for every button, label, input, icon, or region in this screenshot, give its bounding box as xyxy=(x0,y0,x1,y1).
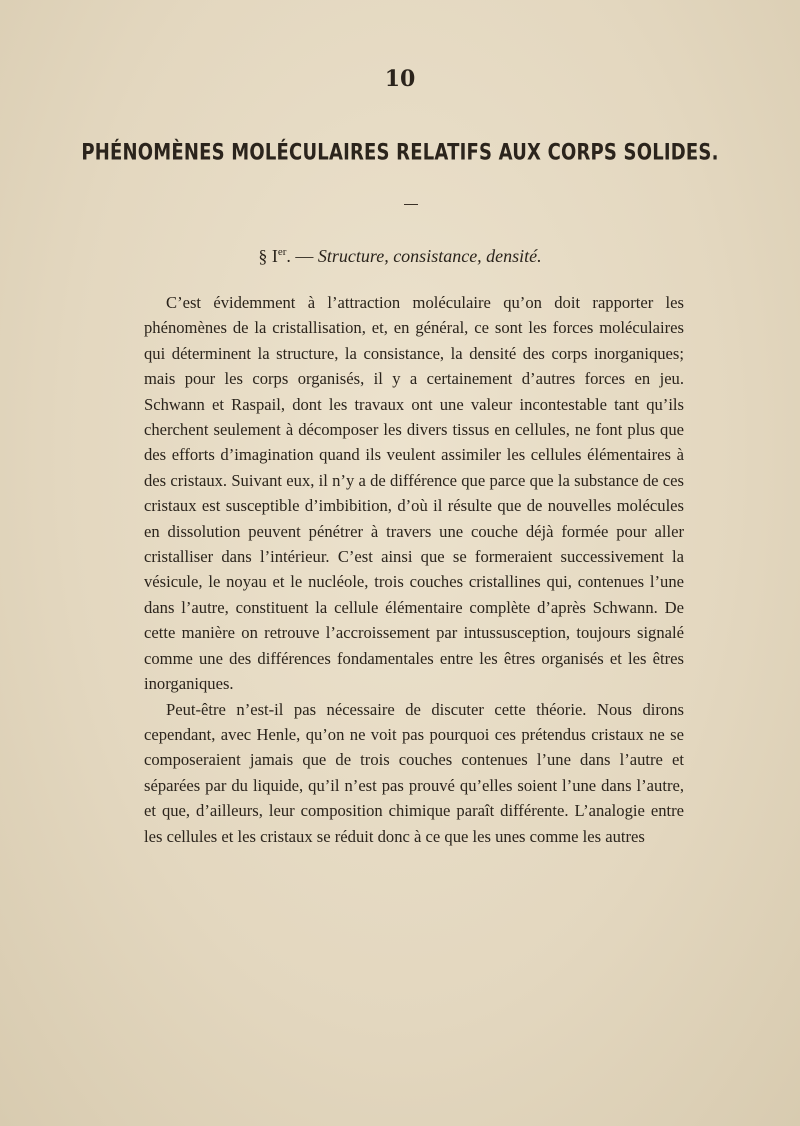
page-number: 10 xyxy=(384,66,416,92)
separator-rule xyxy=(404,204,418,205)
section-heading xyxy=(0,246,800,267)
chapter-title: PHÉNOMÈNES MOLÉCULAIRES RELATIFS AUX CORPS SOLIDES. xyxy=(81,139,719,166)
section-superscript: er xyxy=(277,246,287,258)
paragraph: C’est évidemment à l’attraction moléculaire qu’on doit rapporter les phénomènes de la cristallisation, et, en général, ce sont les forces moléculaires qui déterminent la structure, la consistance, la densité des corps inorganiques; mais pour les corps organisés, il y a certainement d’autres forces en jeu. Schwann et Raspail, dont les travaux ont une valeur incontestable tant qu’ils cherchent seulement à décomposer les divers tissus en cellules, ne font plus que des efforts d’imagination quand ils veulent assimiler les cellules élémentaires à des cristaux. Suivant eux, il n’y a de différence que parce que la substance de ces cristaux est susceptible d’imbibition, d’où il résulte que de nouvelles molécules en dissolution peuvent pénétrer à travers une couche déjà formée pour aller cristalliser dans l’intérieur. C’est ainsi que se formeraient successivement la vésicule, le noyau et le nucléole, trois couches cristallines qui, contenues l’une dans l’autre, constituent la cellule élémentaire complète d’après Schwann. De cette manière on retrouve l’accroissement par intussusception, toujours signalé comme une des différences fondamentales entre les êtres organisés et les êtres inorganiques. xyxy=(144,293,684,694)
paragraph: Peut-être n’est-il pas nécessaire de discuter cette théorie. Nous dirons cependant, avec Henle, qu’on ne voit pas pourquoi ces prétendus cristaux ne se composeraient jamais que de trois couches contenues l’une dans l’autre et séparées par du liquide, qu’il n’est pas prouvé qu’elles soient l’une dans l’autre, et que, d’ailleurs, leur composition chimique paraît différente. L’analogie entre les cellules et les cristaux se réduit donc à ce que les unes comme les autres xyxy=(144,699,684,846)
body-text xyxy=(144,290,684,849)
section-prefix: § I xyxy=(258,246,278,266)
section-title: Structure, consistance, densité. xyxy=(317,246,542,266)
section-separator: . — xyxy=(286,246,318,266)
